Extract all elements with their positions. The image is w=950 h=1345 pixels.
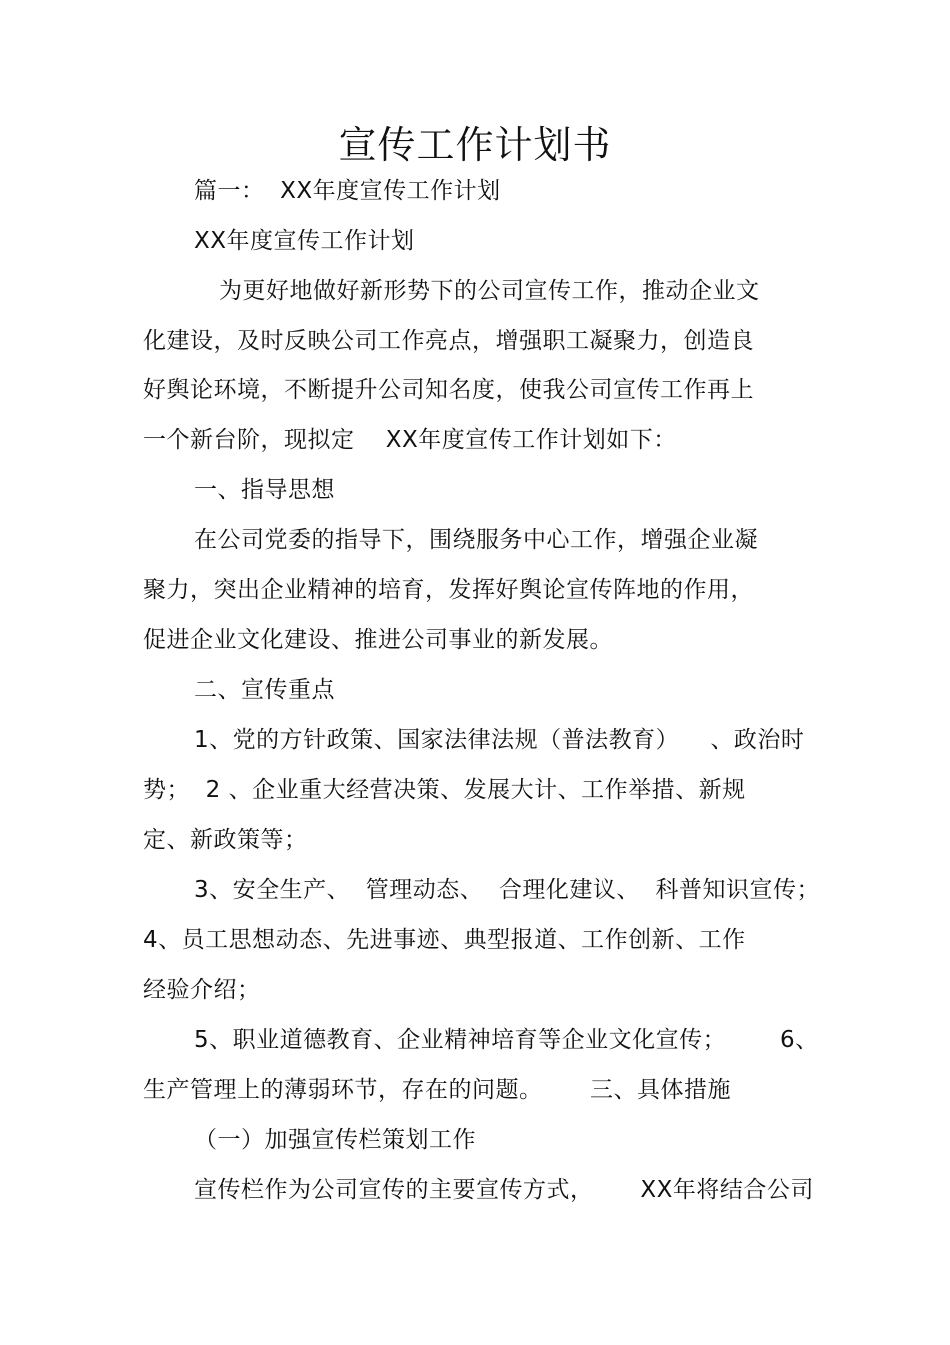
paragraph-line: 在公司党委的指导下，围绕服务中心工作，增强企业凝: [194, 527, 758, 553]
subsection-heading: （一）加强宣传栏策划工作: [194, 1127, 476, 1153]
paragraph-line: 好舆论环境，不断提升公司知名度，使我公司宣传工作再上: [143, 377, 754, 403]
paragraph-line: 定、新政策等；: [143, 827, 308, 853]
paragraph-line: 生产管理上的薄弱环节，存在的问题。: [143, 1077, 543, 1103]
section-heading: 二、宣传重点: [194, 677, 335, 703]
document-title: 宣传工作计划书: [338, 123, 612, 167]
paragraph-line: 1、党的方针政策、国家法律法规（普法教育） 、政治时: [194, 727, 805, 753]
paragraph-line: 聚力，突出企业精神的培育，发挥好舆论宣传阵地的作用，: [143, 577, 754, 603]
paragraph-line: 一个新台阶，现拟定 XX年度宣传工作计划如下：: [143, 427, 677, 453]
paragraph-line-fragment: 6、: [780, 1027, 819, 1053]
paragraph-line: 为更好地做好新形势下的公司宣传工作，推动企业文: [219, 278, 760, 304]
section-heading: 三、具体措施: [590, 1077, 731, 1103]
paragraph-line: 4、员工思想动态、先进事迹、典型报道、工作创新、工作: [143, 927, 746, 953]
paragraph-line: 促进企业文化建设、推进公司事业的新发展。: [143, 627, 613, 653]
paragraph-line: 宣传栏作为公司宣传的主要宣传方式， XX年将结合公司: [194, 1177, 814, 1203]
subheading-plan-title: XX年度宣传工作计划: [194, 228, 415, 254]
paragraph-line: 5、职业道德教育、企业精神培育等企业文化宣传；: [194, 1027, 727, 1053]
paragraph-line: 经验介绍；: [143, 977, 261, 1003]
paragraph-line: 化建设，及时反映公司工作亮点，增强职工凝聚力，创造良: [143, 328, 754, 354]
paragraph-line: 势； 2 、企业重大经营决策、发展大计、工作举措、新规: [143, 777, 746, 803]
paragraph-line: 3、安全生产、 管理动态、 合理化建议、 科普知识宣传；: [194, 877, 820, 903]
section-heading: 一、指导思想: [194, 477, 335, 503]
section-heading-part-one: 篇一： XX年度宣传工作计划: [194, 178, 501, 204]
